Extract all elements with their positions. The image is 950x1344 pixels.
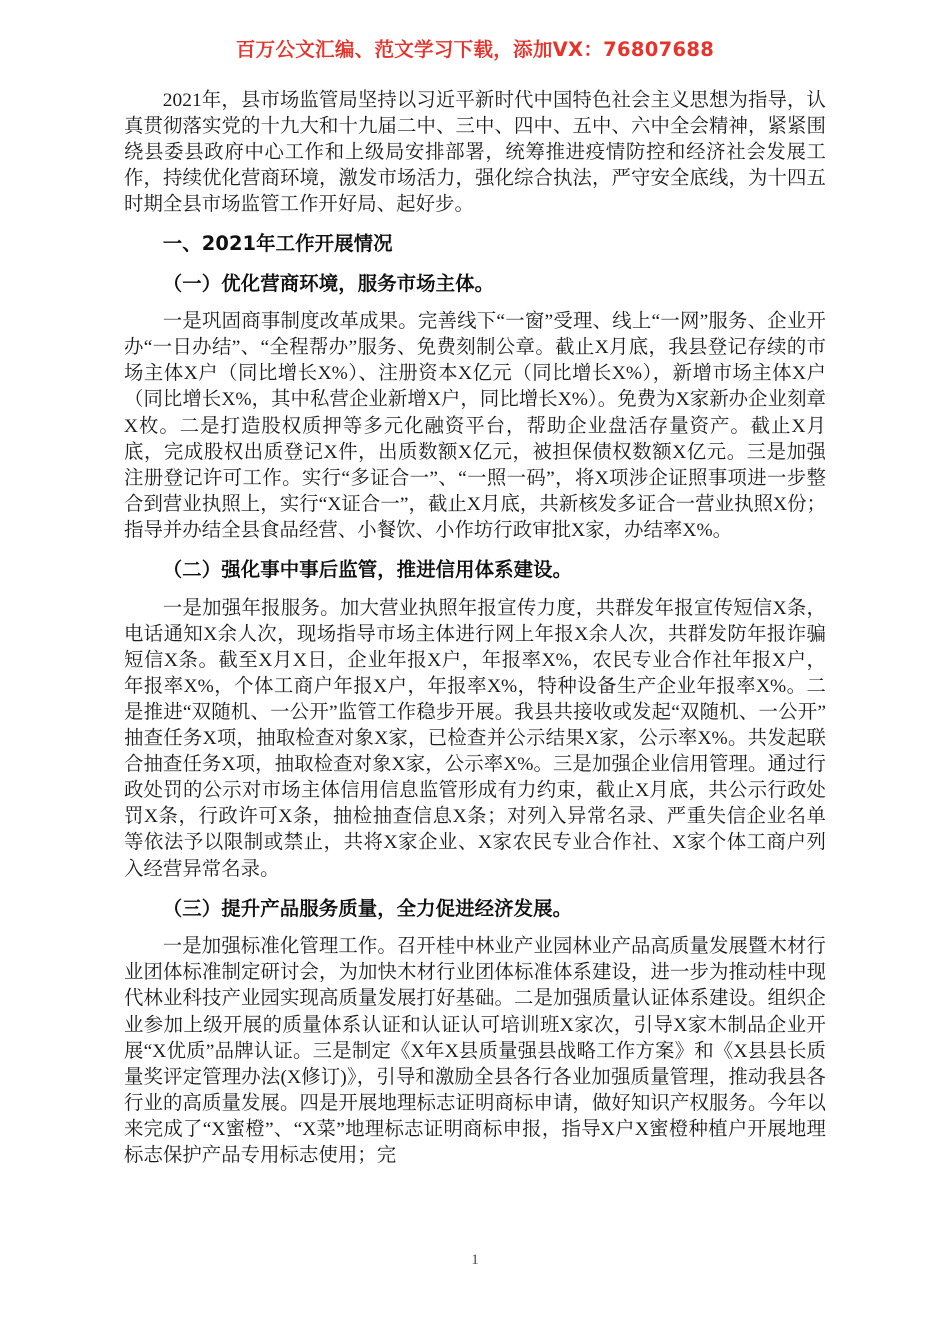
promotional-watermark-text: 百万公文汇编、范文学习下载，添加VX：76807688 <box>235 38 715 61</box>
subsection-2-body: 一是加强年报服务。加大营业执照年报宣传力度，共群发年报宣传短信X条，电话通知X余人次，现场指导市场主体进行网上年报X余人次，共群发防年报诈骗短信X条。截至X月X日，企业年报X户，年报率X%，农民专业合作社年报X户，年报率X%，个体工商户年报X户，年报率X%，特种设备生产企业年报率X%。二是推进“双随机、一公开”监管工作稳步开展。我县共接收或发起“双随机、一公开”抽查任务X项，抽取检查对象X家，已检查并公示结果X家，公示率X%。共发起联合抽查任务X项，抽取检查对象X家，公示率X%。三是加强企业信用管理。通过行政处罚的公示对市场主体信用信息监管形成有力约束，截止X月底，共公示行政处罚X条，行政许可X条，抽检抽查信息X条；对列入异常名录、严重失信企业名单等依法予以限制或禁止，共将X家企业、X家农民专业合作社、X家个体工商户列入经营异常名录。 <box>124 597 826 880</box>
subsection-heading-1: （一）优化营商环境，服务市场主体。 <box>162 271 495 295</box>
subsection-heading-2: （二）强化事中事后监管，推进信用体系建设。 <box>162 558 573 581</box>
document-body <box>124 88 826 1169</box>
intro-paragraph: 2021年，县市场监管局坚持以习近平新时代中国特色社会主义思想为指导，认真贯彻落实党的十九大和十九届二中、三中、四中、五中、六中全会精神，紧紧围绕县委县政府中心工作和上级局安排部署，统筹推进疫情防控和经济社会发展工作，持续优化营商环境，激发市场活力，强化综合执法，严守安全底线，为十四五时期全县市场监管工作开好局、起好步。 <box>124 90 826 216</box>
subsection-heading-3: （三）提升产品服务质量，全力促进经济发展。 <box>162 896 573 920</box>
subsection-1-body: 一是巩固商事制度改革成果。完善线下“一窗”受理、线上“一网”服务、企业开办“一日办结”、“全程帮办”服务、免费刻制公章。截止X月底，我县登记存续的市场主体X户（同比增长X%）、注册资本X亿元（同比增长X%），新增市场主体X户（同比增长X%，其中私营企业新增X户，同比增长X%）。免费为X家新办企业刻章X枚。二是打造股权质押等多元化融资平台，帮助企业盘活存量资产。截止X月底，完成股权出质登记X件，出质数额X亿元，被担保债权数额X亿元。三是加强注册登记许可工作。实行“多证合一”、“一照一码”，将X项涉企证照事项进一步整合到营业执照上，实行“X证合一”，截止X月底，共新核发多证合一营业执照X份；指导并办结全县食品经营、小餐饮、小作坊行政审批X家，办结率X%。 <box>124 311 826 541</box>
section-heading-1: 一、2021年工作开展情况 <box>162 232 393 256</box>
subsection-3-body: 一是加强标准化管理工作。召开桂中林业产业园林业产品高质量发展暨木材行业团体标准制定研讨会，为加快木材行业团体标准体系建设，进一步为推动桂中现代林业科技产业园实现高质量发展打好基础。二是加强质量认证体系建设。组织企业参加上级开展的质量体系认证和认证认可培训班X家次，引导X家木制品企业开展“X优质”品牌认证。三是制定《X年X县质量强县战略工作方案》和《X县县长质量奖评定管理办法(X修订)》，引导和激励全县各行各业加强质量管理，推动我县各行业的高质量发展。四是开展地理标志证明商标申请，做好知识产权服务。今年以来完成了“X蜜橙”、“X菜”地理标志证明商标申报，指导X户X蜜橙种植户开展地理标志保护产品专用标志使用；完 <box>124 936 826 1166</box>
page-number: 1 <box>471 1252 479 1268</box>
